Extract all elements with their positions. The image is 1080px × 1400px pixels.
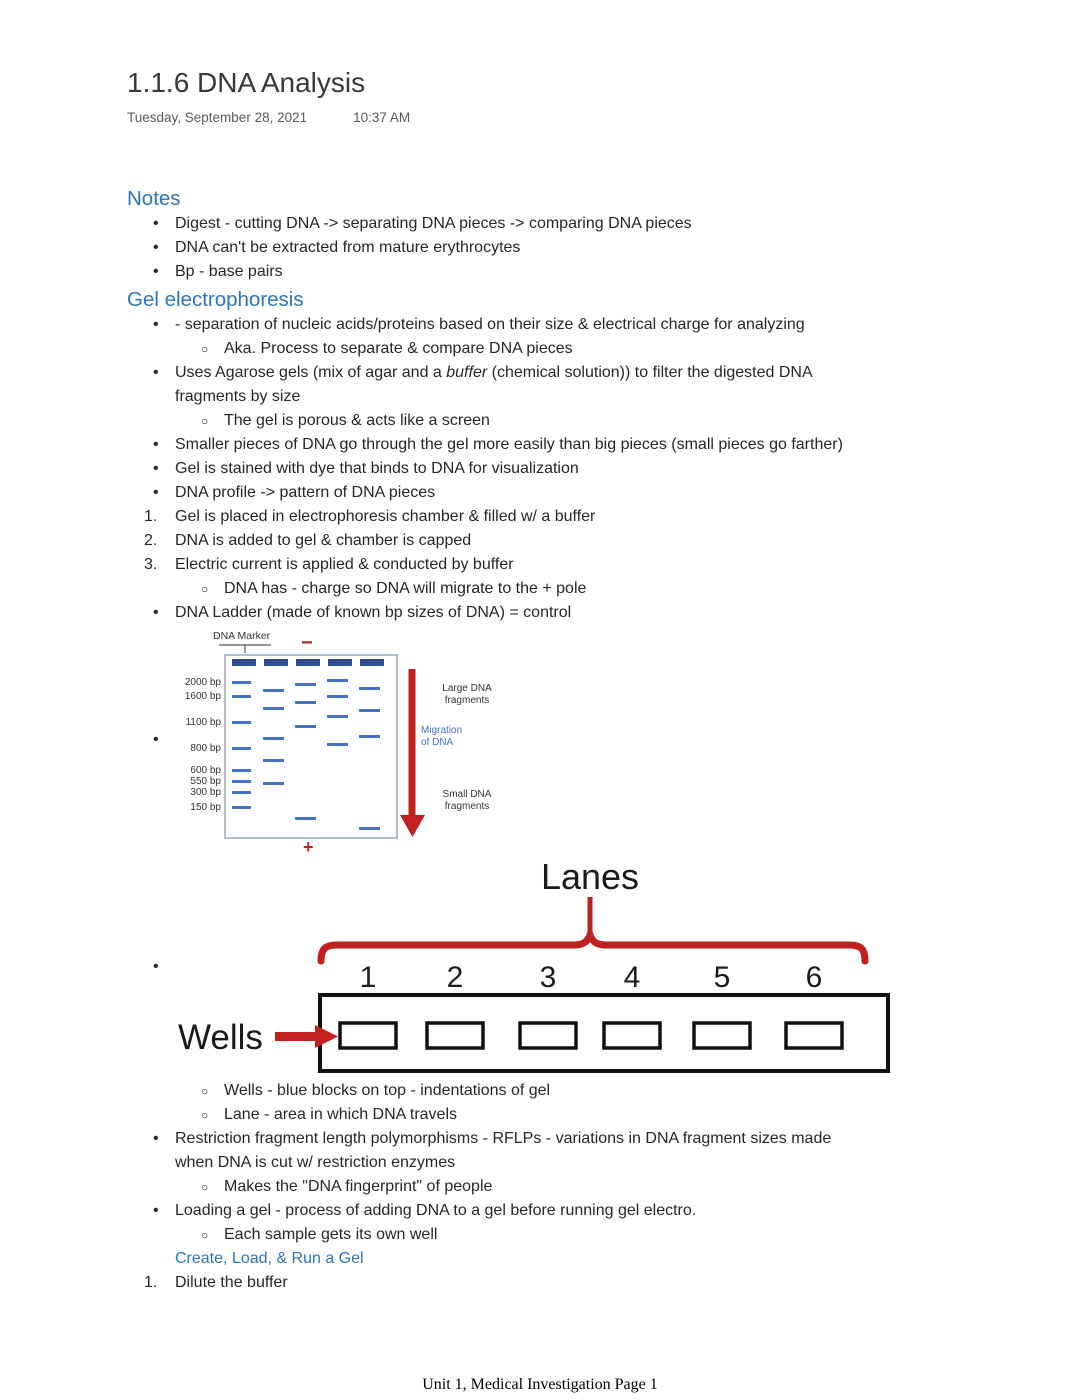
lanes-brace	[321, 935, 865, 961]
list-item	[127, 433, 967, 457]
list-item-text: Digest - cutting DNA -> separating DNA pieces -> comparing DNA pieces	[175, 215, 692, 232]
list-item-text: Smaller pieces of DNA go through the gel more easily than big pieces (small pieces go farther)	[175, 436, 843, 453]
italic-term: buffer	[446, 364, 488, 381]
list-item	[127, 481, 967, 505]
well-rect	[786, 1023, 842, 1048]
marker-bracket	[219, 645, 271, 653]
page-content	[127, 66, 967, 1295]
svg-text:Migration: Migration	[421, 725, 463, 736]
wells-title: Wells	[178, 1018, 263, 1057]
well-band	[264, 659, 288, 666]
svg-text:of DNA: of DNA	[421, 737, 454, 748]
bullet-marker: •	[153, 215, 159, 232]
bullet-marker: •	[153, 316, 159, 333]
lane-number: 2	[446, 961, 464, 994]
list-item	[127, 212, 967, 236]
list-item-text: Dilute the buffer	[175, 1274, 288, 1291]
list-item-text	[175, 361, 865, 409]
number-marker: 1.	[144, 508, 158, 525]
list-item	[127, 457, 967, 481]
bullet-marker: •	[153, 460, 159, 477]
well-rect	[604, 1023, 660, 1048]
subheading-create-load-run: Create, Load, & Run a Gel	[175, 1250, 364, 1267]
lane-number: 4	[623, 961, 641, 994]
bp-label: 800 bp	[190, 743, 221, 754]
bp-labels	[185, 677, 222, 813]
lane-number: 5	[713, 961, 731, 994]
bullet-marker: •	[153, 731, 159, 748]
numbered-item	[127, 1271, 967, 1295]
bp-label: 550 bp	[190, 776, 221, 787]
bullet-marker: •	[153, 958, 159, 975]
list-item-text: DNA Ladder (made of known bp sizes of DNA) = control	[175, 604, 572, 621]
migration-label	[421, 725, 462, 748]
numbered-item	[127, 553, 967, 577]
list-item	[127, 1199, 967, 1223]
list-item-text: The gel is porous & acts like a screen	[224, 412, 490, 429]
numbered-item	[127, 505, 967, 529]
bullet-marker: •	[153, 364, 159, 381]
lane-number: 6	[805, 961, 823, 994]
circle-marker: ○	[201, 1108, 209, 1122]
plus-electrode: +	[303, 837, 314, 855]
list-item-text: DNA can't be extracted from mature erythrocytes	[175, 239, 521, 256]
list-item-text: Electric current is applied & conducted by buffer	[175, 556, 514, 573]
list-item-text: Lane - area in which DNA travels	[224, 1106, 457, 1123]
number-marker: 2.	[144, 532, 158, 549]
page-footer: Unit 1, Medical Investigation Page 1	[422, 1376, 658, 1393]
list-item-text: Each sample gets its own well	[224, 1226, 438, 1243]
list-item-text: Restriction fragment length polymorphisms - RFLPs - variations in DNA fragment sizes made when DNA is cut w/ restriction enzymes	[175, 1130, 832, 1171]
list-item-text: Makes the "DNA fingerprint" of people	[224, 1178, 493, 1195]
gel-diagram-item	[127, 625, 967, 855]
lanes-wells-diagram	[175, 855, 895, 1079]
list-subitem	[127, 337, 967, 361]
svg-text:Large DNA: Large DNA	[442, 683, 492, 694]
list-item	[127, 236, 967, 260]
page-title: 1.1.6 DNA Analysis	[127, 67, 366, 98]
lane-number: 3	[539, 961, 557, 994]
list-item	[127, 260, 967, 284]
dna-marker-label: DNA Marker	[213, 630, 271, 642]
date-label: Tuesday, September 28, 2021	[127, 110, 308, 125]
meta-line	[127, 110, 967, 125]
bp-label: 1100 bp	[185, 717, 221, 728]
svg-text:fragments: fragments	[444, 695, 490, 706]
bullet-marker: •	[153, 1202, 159, 1219]
list-subitem	[127, 1223, 967, 1247]
list-item-text: Aka. Process to separate & compare DNA pieces	[224, 340, 573, 357]
circle-marker: ○	[201, 1180, 209, 1194]
list-item	[127, 601, 967, 625]
well-rect	[340, 1023, 396, 1048]
migration-arrow	[400, 669, 425, 837]
circle-marker: ○	[201, 414, 209, 428]
list-subitem	[127, 577, 967, 601]
list-item-text: - separation of nucleic acids/proteins based on their size & electrical charge for analyzing	[175, 316, 805, 333]
list-item-text: DNA is added to gel & chamber is capped	[175, 532, 472, 549]
bullet-marker: •	[153, 436, 159, 453]
section-heading-gel-electrophoresis: Gel electrophoresis	[127, 288, 304, 311]
bullet-marker: •	[153, 484, 159, 501]
numbered-item	[127, 529, 967, 553]
list-subitem	[127, 1079, 967, 1103]
list-subitem	[127, 409, 967, 433]
list-item-text: Gel is stained with dye that binds to DNA for visualization	[175, 460, 579, 477]
circle-marker: ○	[201, 1084, 209, 1098]
list-item-text: DNA has - charge so DNA will migrate to the + pole	[224, 580, 587, 597]
svg-text:fragments: fragments	[444, 801, 490, 812]
section-heading-notes: Notes	[127, 187, 181, 210]
well-band	[328, 659, 352, 666]
time-label: 10:37 AM	[353, 110, 411, 125]
list-item	[127, 1127, 967, 1175]
svg-text:Small DNA: Small DNA	[442, 789, 492, 800]
lanes-title: Lanes	[540, 856, 640, 897]
bullet-marker: •	[153, 239, 159, 256]
circle-marker: ○	[201, 1228, 209, 1242]
number-marker: 1.	[144, 1274, 158, 1291]
list-subitem	[127, 1103, 967, 1127]
text-segment: Uses Agarose gels (mix of agar and a	[175, 364, 447, 381]
bp-label: 600 bp	[190, 765, 221, 776]
bp-label: 2000 bp	[184, 677, 221, 688]
bp-label: 150 bp	[190, 802, 221, 813]
circle-marker: ○	[201, 582, 209, 596]
list-item	[127, 313, 967, 337]
circle-marker: ○	[201, 342, 209, 356]
gel-electrophoresis-diagram	[175, 625, 505, 855]
text-segment: (chemical solution)) to filter the digested DNA fragments by size	[175, 364, 812, 405]
bullet-marker: •	[153, 1130, 159, 1147]
list-item-text: DNA profile -> pattern of DNA pieces	[175, 484, 436, 501]
list-item-text: Wells - blue blocks on top - indentations of gel	[224, 1082, 551, 1099]
small-fragments-label	[443, 789, 492, 812]
bp-label: 300 bp	[190, 787, 221, 798]
large-fragments-label	[442, 683, 492, 706]
list-item-text: Gel is placed in electrophoresis chamber & filled w/ a buffer	[175, 508, 596, 525]
list-item-text: Loading a gel - process of adding DNA to a gel before running gel electro.	[175, 1202, 697, 1219]
bullet-marker: •	[153, 604, 159, 621]
well-band	[232, 659, 256, 666]
well-rect	[694, 1023, 750, 1048]
gel-wells-row	[232, 659, 384, 666]
lanes-diagram-item	[127, 855, 967, 1079]
well-band	[360, 659, 384, 666]
well-band	[296, 659, 320, 666]
minus-electrode: −	[301, 632, 313, 654]
well-rect	[427, 1023, 483, 1048]
list-subitem	[127, 1175, 967, 1199]
number-marker: 3.	[144, 556, 158, 573]
list-item-text: Bp - base pairs	[175, 263, 283, 280]
list-item	[127, 361, 967, 409]
well-rect	[520, 1023, 576, 1048]
bp-label: 1600 bp	[184, 691, 221, 702]
lane-numbers	[360, 961, 823, 994]
lane-number: 1	[359, 961, 377, 994]
bullet-marker: •	[153, 263, 159, 280]
